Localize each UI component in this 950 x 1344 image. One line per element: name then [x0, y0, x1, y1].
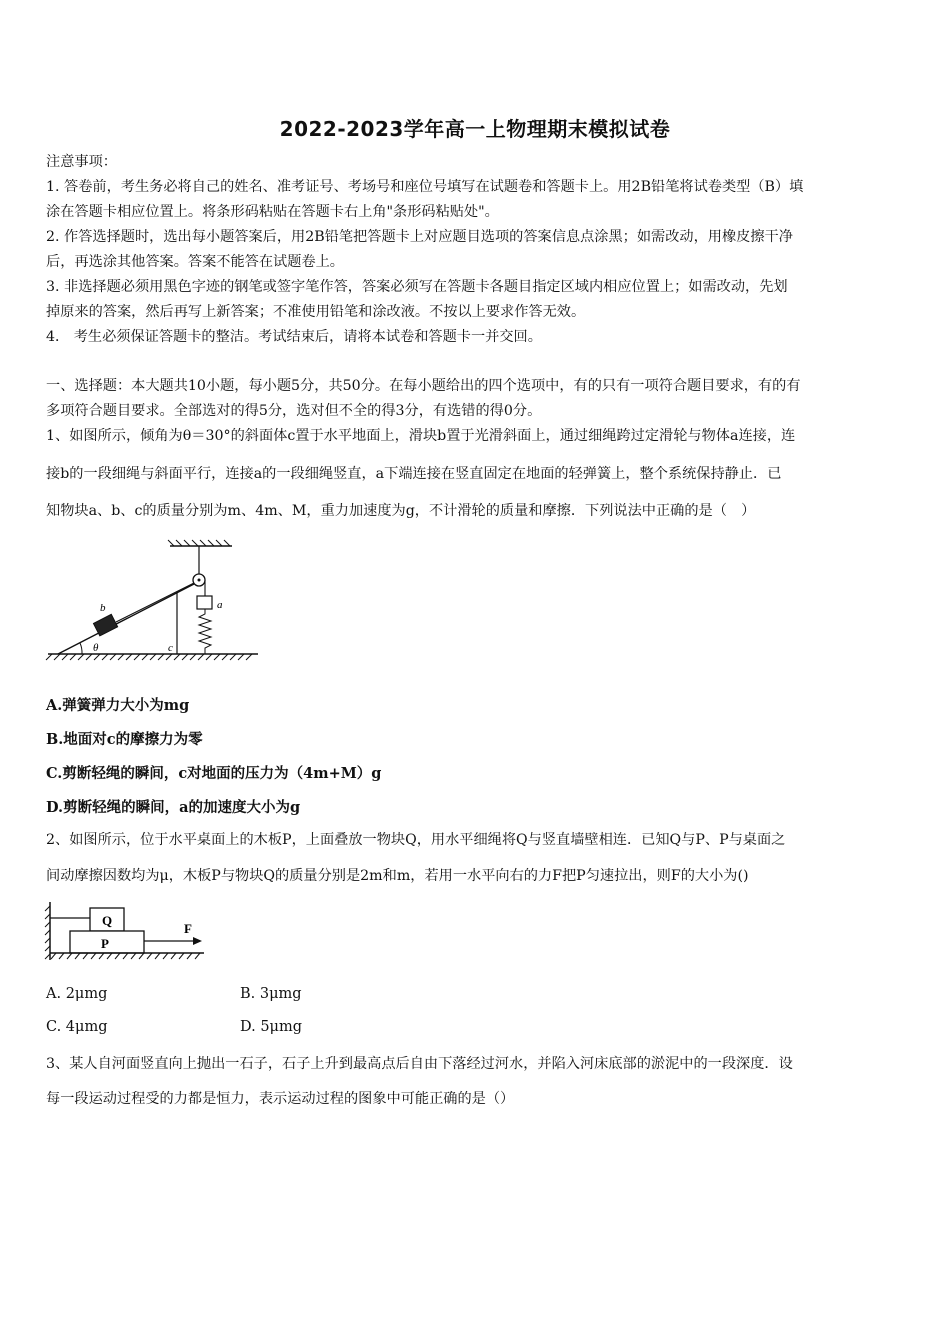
question-1-figure [44, 538, 262, 666]
label-f: F [184, 921, 192, 936]
notice-line: 后，再选涂其他答案。答案不能答在试题卷上。 [46, 254, 344, 270]
question-3-text: 3、某人自河面竖直向上抛出一石子，石子上升到最高点后自由下落经过河水，并陷入河床底部的淤泥中的一段深度．设 [46, 1056, 793, 1072]
q2-option-a: A. 2μmg [46, 986, 108, 1002]
notice-heading: 注意事项： [46, 154, 117, 170]
q1-option-c: C.剪断轻绳的瞬间，c对地面的压力为（4m+M）g [46, 765, 382, 782]
label-theta: θ [93, 642, 99, 654]
q1-option-b: B.地面对c的摩擦力为零 [46, 731, 203, 748]
notice-line: 掉原来的答案，然后再写上新答案；不准使用铅笔和涂改液。不按以上要求作答无效。 [46, 304, 586, 320]
label-q: Q [101, 913, 113, 928]
notice-line: 2. 作答选择题时，选出每小题答案后，用2B铅笔把答题卡上对应题目选项的答案信息点涂黑；如需改动，用橡皮擦干净 [46, 229, 793, 245]
label-a: a [217, 599, 223, 611]
question-1-text: 知物块a、b、c的质量分别为m、4m、M，重力加速度为g，不计滑轮的质量和摩擦．下列说法中正确的是（ ） [46, 503, 756, 519]
q2-option-d: D. 5μmg [240, 1019, 303, 1035]
notice-line: 涂在答题卡相应位置上。将条形码粘贴在答题卡右上角"条形码粘贴处"。 [46, 204, 499, 220]
notice-line: 3. 非选择题必须用黑色字迹的钢笔或签字笔作答，答案必须写在答题卡各题目指定区域内相应位置上；如需改动，先划 [46, 279, 788, 295]
label-b: b [100, 602, 106, 614]
page-title: 2022-2023学年高一上物理期末模拟试卷 [279, 117, 671, 141]
q1-option-a: A.弹簧弹力大小为mg [46, 697, 190, 714]
question-2-text: 2、如图所示，位于水平桌面上的木板P，上面叠放一物块Q，用水平细绳将Q与竖直墙壁相连．已知Q与P、P与桌面之 [46, 832, 786, 848]
notice-line: 4． 考生必须保证答题卡的整洁。考试结束后，请将本试卷和答题卡一并交回。 [46, 329, 542, 345]
question-2-figure [42, 900, 208, 968]
q2-option-b: B. 3μmg [240, 986, 302, 1002]
q1-option-d: D.剪断轻绳的瞬间，a的加速度大小为g [46, 799, 301, 816]
label-c: c [168, 642, 173, 654]
label-p: P [101, 936, 109, 951]
question-2-text: 间动摩擦因数均为μ，木板P与物块Q的质量分别是2m和m，若用一水平向右的力F把P匀速拉出，则F的大小为() [46, 868, 749, 884]
q2-option-c: C. 4μmg [46, 1019, 108, 1035]
section-instruction: 一、选择题：本大题共10小题，每小题5分，共50分。在每小题给出的四个选项中，有的只有一项符合题目要求，有的有 [46, 378, 801, 394]
question-1-text: 接b的一段细绳与斜面平行，连接a的一段细绳竖直，a下端连接在竖直固定在地面的轻弹簧上，整个系统保持静止．已 [46, 466, 782, 482]
question-3-text: 每一段运动过程受的力都是恒力，表示运动过程的图象中可能正确的是（） [46, 1091, 515, 1107]
section-instruction: 多项符合题目要求。全部选对的得5分，选对但不全的得3分，有选错的得0分。 [46, 403, 542, 419]
question-1-text: 1、如图所示，倾角为θ＝30°的斜面体c置于水平地面上，滑块b置于光滑斜面上，通过细绳跨过定滑轮与物体a连接，连 [46, 428, 796, 444]
notice-line: 1. 答卷前，考生务必将自己的姓名、准考证号、考场号和座位号填写在试题卷和答题卡上。用2B铅笔将试卷类型（B）填 [46, 179, 804, 195]
